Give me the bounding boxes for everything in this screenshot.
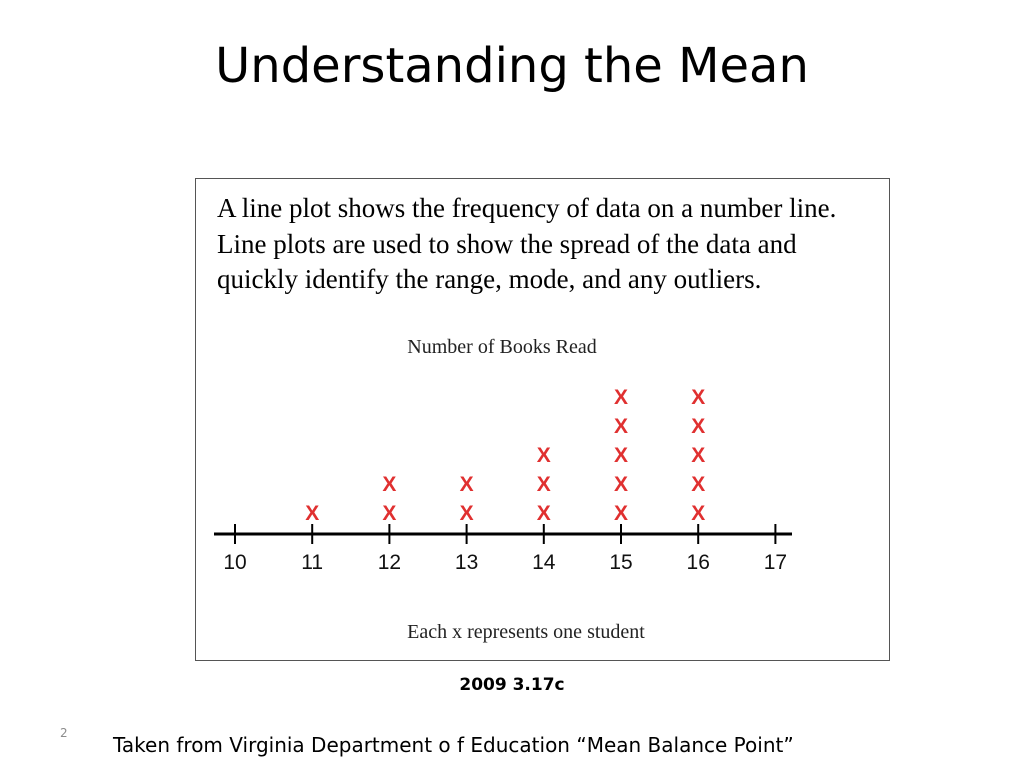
tick-label: 12 bbox=[377, 551, 402, 574]
data-mark: X bbox=[613, 444, 629, 467]
axis-ticks bbox=[223, 524, 787, 574]
tick-label: 15 bbox=[609, 551, 633, 574]
source-label: 2009 3.17c bbox=[459, 675, 565, 695]
data-mark: X bbox=[459, 473, 474, 496]
data-mark: X bbox=[459, 502, 474, 525]
data-mark: X bbox=[613, 473, 629, 496]
data-mark: X bbox=[691, 386, 706, 409]
data-mark: X bbox=[613, 386, 629, 409]
data-mark: X bbox=[613, 415, 629, 438]
data-mark: X bbox=[691, 473, 706, 496]
figure-box bbox=[195, 178, 890, 661]
figure-description: A line plot shows the frequency of data on a number line. Line plots are used to show the spread of the data and quickly identify the range, mode, and any outliers. bbox=[217, 193, 837, 294]
tick-label: 13 bbox=[454, 551, 479, 574]
tick-label: 11 bbox=[301, 551, 324, 574]
data-mark: X bbox=[691, 502, 706, 525]
slide-title: Understanding the Mean bbox=[215, 38, 809, 94]
data-mark: X bbox=[536, 502, 551, 525]
data-mark: X bbox=[382, 473, 397, 496]
data-mark: X bbox=[691, 444, 706, 467]
line-plot-chart bbox=[196, 179, 889, 660]
data-mark: X bbox=[691, 415, 706, 438]
data-mark: X bbox=[613, 502, 629, 525]
data-mark: X bbox=[382, 502, 397, 525]
tick-label: 17 bbox=[763, 551, 788, 574]
chart-title: Number of Books Read bbox=[407, 336, 597, 358]
data-mark: X bbox=[536, 444, 551, 467]
plot-marks bbox=[305, 386, 705, 525]
slide-number: 2 bbox=[60, 726, 68, 740]
tick-label: 16 bbox=[686, 551, 710, 574]
tick-label: 14 bbox=[532, 551, 556, 574]
chart-caption: Each x represents one student bbox=[407, 621, 645, 643]
data-mark: X bbox=[305, 502, 320, 525]
footer-note: Taken from Virginia Department o f Education “Mean Balance Point” bbox=[113, 733, 794, 757]
data-mark: X bbox=[536, 473, 551, 496]
tick-label: 10 bbox=[223, 551, 247, 574]
